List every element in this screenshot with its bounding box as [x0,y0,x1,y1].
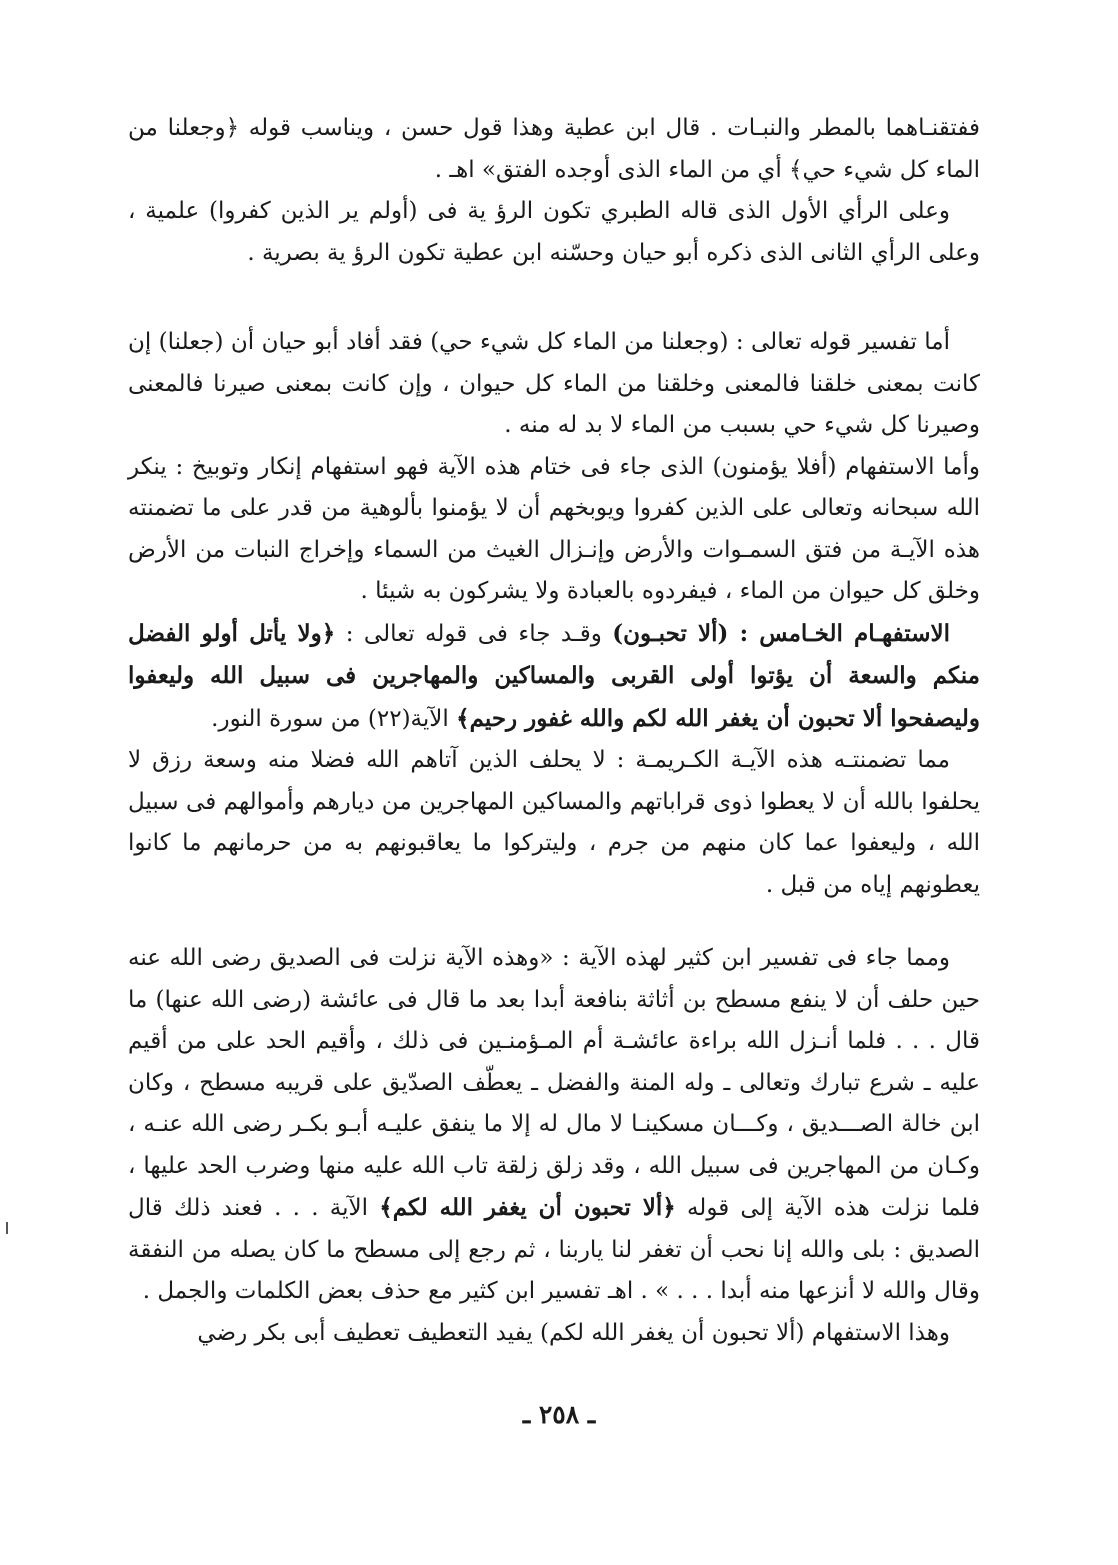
text-run: مما تضمنتـه هذه الآيـة الكـريمـة : لا يحلف الذين آتاهم الله فضلا منه وسعة رزق لا يحلفوا بالله أن لا يعطوا ذوى قراباتهم والمساكين المهاجرين من ديارهم وأموالهم فى سبيل الله ، وليعفوا عما كان منهم من جرم ، وليتركوا ما يعاقبونهم به من حرمانهم ما كانوا يعطونهم إياه من قبل . [128,747,980,898]
text-block-middle [128,322,980,906]
text-run: وقـد جاء فى قوله تعالى : [335,620,613,647]
text-run: وعلى الرأي الأول الذى قاله الطبري تكون الرؤ ية فى (أولم ير الذين كفروا) علمية ، وعلى الرأي الثانى الذى ذكره أبو حيان وحسّنه ابن عطية تكون الرؤ ية بصرية . [128,198,980,266]
text-run: الآية . . . فعند ذلك قال الصديق : بلى والله إنا نحب أن تغفر لنا ياربنا ، ثم رجع إلى مسطح ما كان يصله من النفقة وقال والله لا أنزعها منه أبدا . . . » . اهـ تفسير ابن كثير مع حذف بعض الكلمات والجمل . [128,1195,980,1304]
text-run: وهذا الاستفهام (ألا تحبون أن يغفر الله لكم) يفيد التعطيف تعطيف أبى بكر رضي [197,1319,950,1346]
paragraph [128,322,980,447]
bold-text-run: ﴿ولا يأتل أولو الفضل منكم والسعة أن يؤتوا أولى القربى والمساكين والمهاجرين فى سبيل الله وليعفوا وليصفحوا ألا تحبون أن يغفر الله لكم والله غفور رحيم﴾ [128,619,980,732]
text-run: أما تفسير قوله تعالى : (وجعلنا من الماء كل شيء حي) فقد أفاد أبو حيان أن (جعلنا) إن كانت بمعنى خلقنا فالمعنى وخلقنا من الماء كل حيوان ، وإن كانت بمعنى صيرنا فالمعنى وصيرنا كل شيء حي بسبب من الماء لا بد له منه . [128,329,980,438]
bold-text-run: ﴿ألا تحبون أن يغفر الله لكم﴾ [379,1194,676,1221]
text-block-top [128,108,980,274]
text-block-bottom [128,938,980,1354]
text-run: ففتقنـاهما بالمطر والنبـات . قال ابن عطية وهذا قول حسن ، ويناسب قوله ﴿وجعلنا من الماء كل شيء حي﴾ أي من الماء الذى أوجده الفتق» اهـ . [128,115,980,183]
paragraph [128,938,980,1313]
paragraph [128,191,980,274]
text-run: ومما جاء فى تفسير ابن كثير لهذه الآية : «وهذه الآية نزلت فى الصديق رضى الله عنه حين حلف أن لا ينفع مسطح بن أثاثة بنافعة أبدا بعد ما قال فى عائشة (رضى الله عنها) ما قال . . . فلما أنـزل الله براءة عائشـة أم المـؤمنـين فى ذلك ، وأقيم الحد على من أقيم عليه ـ شرع تبارك وتعالى ـ وله المنة والفضل ـ يعطّف الصدّيق على قريبه مسطح ، وكان ابن خالة الصـــديق ، وكـــان مسكينـا لا مال له إلا ما ينفق عليـه أبـو بكـر رضى الله عنـه ، وكـان من المهاجرين فى سبيل الله ، وقد زلق زلقة تاب الله عليه منها وضرب الحد عليها ، فلما نزلت هذه الآية إلى قوله [128,945,980,1221]
paragraph [128,740,980,906]
paragraph [128,447,980,613]
scan-edge-mark [6,1222,8,1234]
text-run: الآية(٢٢) من سورة النور. [211,705,457,732]
text-run: وأما الاستفهام (أفلا يؤمنون) الذى جاء فى ختام هذه الآية فهو استفهام إنكار وتوبيخ : ينكر الله سبحانه وتعالى على الذين كفروا ويوبخهم أن لا يؤمنوا بألوهية من قدر على ما تضمنته هذه الآيـة من فتق السمـوات والأرض وإنـزال الغيث من السماء وإخراج النبات من الأرض وخلق كل حيوان من الماء ، فيفردوه بالعبادة ولا يشركون به شيئا . [128,453,980,604]
page-number: ـ ٢٥٨ ـ [522,1400,596,1429]
paragraph [128,108,980,191]
paragraph [128,1313,980,1355]
bold-text-run: الاستفهـام الخـامس : (ألا تحبـون) [612,619,950,647]
paragraph [128,613,980,741]
